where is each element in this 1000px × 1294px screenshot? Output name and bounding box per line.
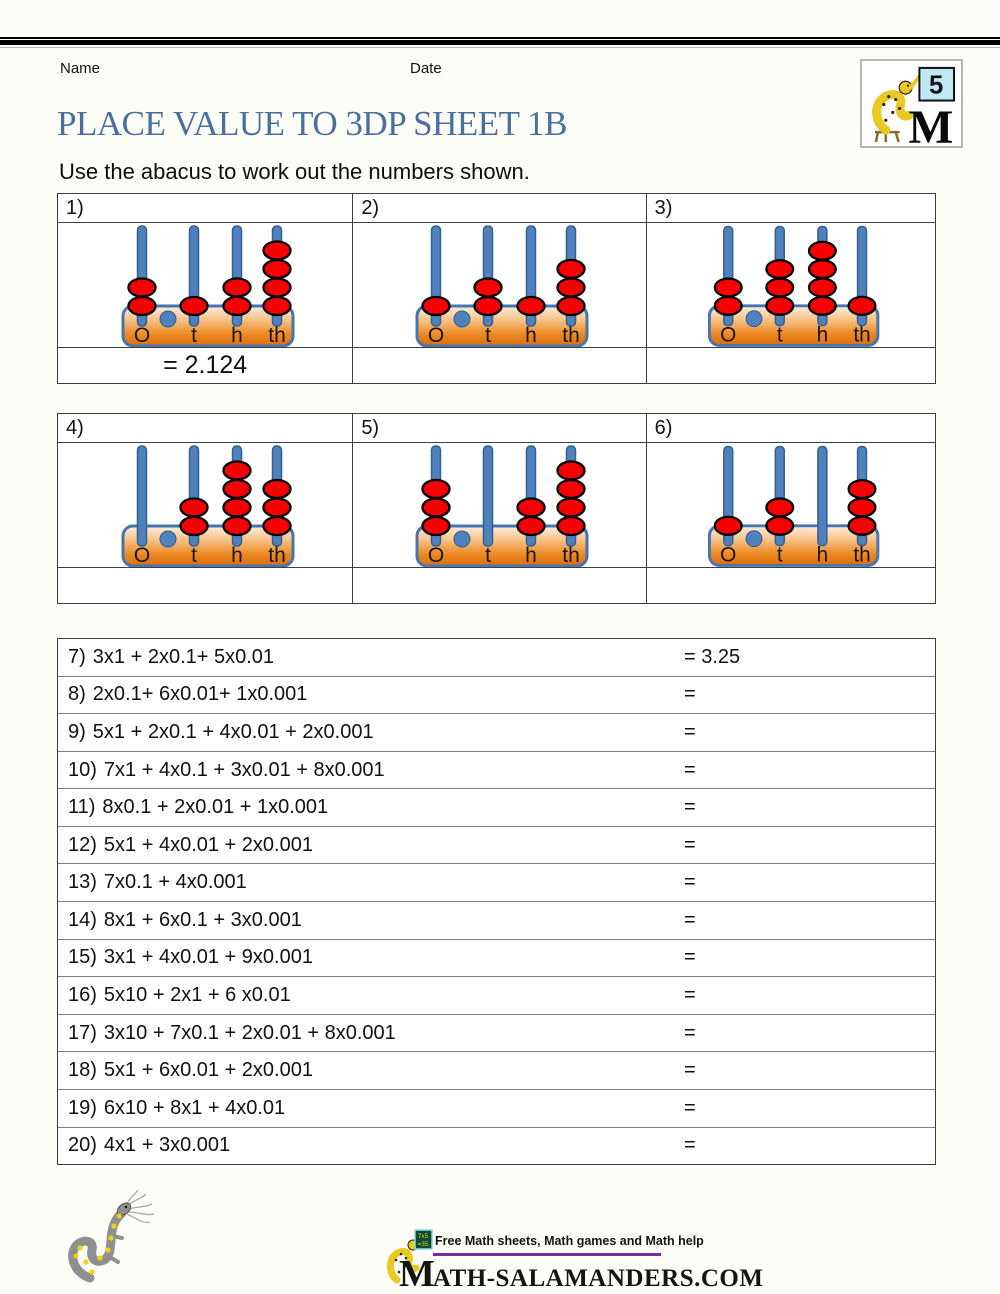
problem-number: 1) [58,194,352,223]
abacus-grid-row-1 [57,193,936,384]
abacus-problem-cell [353,414,646,603]
board-line-2: =35 [417,1241,429,1248]
abacus-bead [263,242,290,260]
equation-answer: = [684,946,696,969]
equation-row [58,1090,935,1128]
equation-expression: 7x0.1 + 4x0.001 [103,871,247,894]
rod-label: t [190,324,197,347]
abacus-bead [263,260,290,278]
equation-table [57,638,936,1165]
abacus-bead [715,297,742,315]
abacus-bead [557,260,584,278]
abacus-grid-row-2 [57,413,936,604]
rod-label: t [776,543,783,567]
abacus-problem-cell [353,194,646,383]
equation-answer: = [684,1059,696,1082]
abacus-bead [223,480,250,498]
rod-label: h [525,544,537,567]
site-wordmark-initial: M [399,1253,433,1294]
abacus-bead [557,297,584,315]
abacus-bead [422,517,449,535]
rod-label: t [776,323,783,347]
abacus-bead [766,297,793,315]
abacus-bead [517,499,544,517]
abacus-bead [422,499,449,517]
answer-cell [58,567,352,603]
equation-answer: = [684,683,696,706]
decimal-point-dot [160,531,176,547]
equation-expression: 3x10 + 7x0.1 + 2x0.01 + 8x0.001 [103,1021,396,1044]
equation-expression: 8x0.1 + 2x0.01 + 1x0.001 [102,796,329,819]
answer-cell [647,347,935,383]
equation-number: 12) [68,833,97,856]
abacus-bead [557,279,584,297]
page-top-rule [0,37,1000,48]
abacus-bead [809,260,836,278]
answer-cell [58,347,352,383]
equation-number: 8) [68,683,86,706]
equation-row [58,677,935,715]
abacus-bead [766,260,793,278]
abacus-bead [848,480,875,498]
equation-answer: = [684,796,696,819]
equation-expression: 2x0.1+ 6x0.01+ 1x0.001 [92,683,308,706]
equation-number: 18) [68,1059,97,1082]
abacus-figure [647,223,935,347]
abacus-bead [809,242,836,260]
equation-answer: = 3.25 [684,645,741,668]
rod-label: O [133,544,150,567]
equation-expression: 6x10 + 8x1 + 4x0.01 [103,1096,286,1119]
equation-expression: 3x1 + 2x0.1+ 5x0.01 [92,645,275,668]
equation-number: 13) [68,871,97,894]
equation-row [58,752,935,790]
abacus-bead [422,297,449,315]
equation-row [58,864,935,902]
rod-label: t [485,544,491,567]
rod-label: t [485,324,491,347]
equation-number: 11) [68,796,96,819]
site-logo [383,1228,764,1294]
abacus-rod [137,446,146,546]
equation-row [58,1015,935,1053]
rod-label: h [230,544,243,567]
decimal-point-dot [746,311,762,327]
equation-answer: = [684,908,696,931]
answer-cell [353,347,645,383]
equation-row [58,902,935,940]
rod-label: h [525,324,537,347]
abacus-bead [715,279,742,297]
equation-number: 20) [68,1134,97,1157]
abacus-bead [517,517,544,535]
abacus-bead [180,297,207,315]
abacus-figure [60,223,351,347]
equation-number: 17) [68,1021,97,1044]
answer-text: = 2.124 [163,351,248,379]
equation-answer: = [684,1134,696,1157]
abacus-bead [223,297,250,315]
lizard-body-icon [73,1200,133,1278]
equation-row [58,1128,935,1165]
equation-answer: = [684,758,696,781]
rod-label: O [427,544,445,567]
rod-label: O [719,543,737,567]
abacus-bead [263,499,290,517]
equation-expression: 7x1 + 4x0.1 + 3x0.01 + 8x0.001 [103,758,385,781]
abacus-bead [474,279,501,297]
equation-number: 14) [68,908,97,931]
rod-label: th [562,324,580,347]
level-badge [860,59,963,148]
abacus-bead [848,517,875,535]
rod-label: h [230,324,243,347]
abacus-bead [263,480,290,498]
equation-row [58,827,935,865]
abacus-bead [263,297,290,315]
abacus-bead [809,279,836,297]
abacus-bead [766,499,793,517]
rod-label: th [267,324,286,347]
abacus-bead [517,297,544,315]
decimal-point-dot [454,311,470,327]
equation-answer: = [684,720,696,743]
abacus-problem-cell [58,194,353,383]
equation-expression: 8x1 + 6x0.1 + 3x0.001 [103,908,302,931]
abacus-figure [354,443,645,567]
abacus-rod [818,447,827,546]
abacus-bead [180,517,207,535]
abacus-bead [557,517,584,535]
abacus-bead [128,279,155,297]
abacus-problem-cell [647,194,935,383]
abacus-bead [766,279,793,297]
problem-number: 2) [353,194,645,223]
decimal-point-dot [454,531,470,547]
equation-expression: 5x1 + 2x0.1 + 4x0.01 + 2x0.001 [92,720,374,743]
equation-number: 19) [68,1096,97,1119]
rod-label: th [852,323,871,347]
m-logo: M [908,102,954,146]
equation-row [58,714,935,752]
abacus-problem-cell [58,414,353,603]
problem-number: 5) [353,414,645,443]
equation-number: 9) [68,720,86,743]
equation-answer: = [684,1096,696,1119]
abacus-bead [223,462,250,480]
equation-expression: 5x1 + 6x0.01 + 2x0.001 [103,1059,313,1082]
equation-number: 15) [68,946,97,969]
answer-cell [353,567,645,603]
abacus-bead [223,279,250,297]
equation-expression: 3x1 + 4x0.01 + 9x0.001 [103,946,313,969]
abacus-bead [557,480,584,498]
equation-number: 16) [68,983,97,1006]
abacus-bead [263,517,290,535]
equation-number: 10) [68,758,97,781]
abacus-problem-cell [647,414,935,603]
equation-row [58,977,935,1015]
abacus-rod [483,446,492,546]
abacus-bead [128,297,155,315]
board-line-1: 7x5 [417,1233,429,1240]
rod-label: th [562,544,580,567]
rod-label: h [816,323,828,347]
abacus-figure [60,443,351,567]
abacus-area [58,443,352,567]
site-wordmark [399,1252,763,1294]
equation-row [58,789,935,827]
equation-answer: = [684,983,696,1006]
rod-label: O [427,324,445,347]
footer-tagline: Free Math sheets, Math games and Math help [435,1234,704,1248]
abacus-bead [263,279,290,297]
abacus-bead [848,499,875,517]
equation-row [58,940,935,978]
equation-number: 7) [68,645,86,668]
abacus-figure [354,223,645,347]
badge-number: 5 [929,71,944,100]
page-title: PLACE VALUE TO 3DP SHEET 1B [57,104,567,143]
equation-answer: = [684,833,696,856]
decimal-point-dot [160,311,176,327]
rod-label: th [267,544,286,567]
abacus-bead [557,499,584,517]
abacus-bead [223,499,250,517]
rod-label: h [816,543,828,567]
abacus-area [647,223,935,347]
rod-label: O [719,323,737,347]
salamander-illustration [60,1186,160,1291]
rod-label: t [190,544,197,567]
equation-expression: 4x1 + 3x0.001 [103,1134,231,1157]
equation-row [58,1052,935,1090]
equation-answer: = [684,871,696,894]
instruction-text: Use the abacus to work out the numbers shown. [59,159,530,184]
level-badge-figure [862,61,961,146]
equation-answer: = [684,1021,696,1044]
abacus-area [353,443,645,567]
abacus-bead [180,499,207,517]
abacus-bead [848,297,875,315]
decimal-point-dot [746,531,762,547]
abacus-bead [766,517,793,535]
abacus-bead [474,297,501,315]
abacus-bead [422,480,449,498]
equation-expression: 5x1 + 4x0.01 + 2x0.001 [103,833,313,856]
abacus-bead [809,297,836,315]
date-label: Date [410,60,442,77]
abacus-area [58,223,352,347]
problem-number: 3) [647,194,935,223]
abacus-bead [715,517,742,535]
rod-label: O [133,324,150,347]
equation-row [58,639,935,677]
abacus-area [353,223,645,347]
rod-label: th [852,543,871,567]
problem-number: 4) [58,414,352,443]
equation-expression: 5x10 + 2x1 + 6 x0.01 [103,983,291,1006]
abacus-area [647,443,935,567]
abacus-figure [647,443,935,567]
name-label: Name [60,60,101,77]
abacus-bead [223,517,250,535]
site-wordmark-rest: ATH-SALAMANDERS.COM [432,1265,764,1292]
problem-number: 6) [647,414,935,443]
abacus-bead [557,462,584,480]
answer-cell [647,567,935,603]
